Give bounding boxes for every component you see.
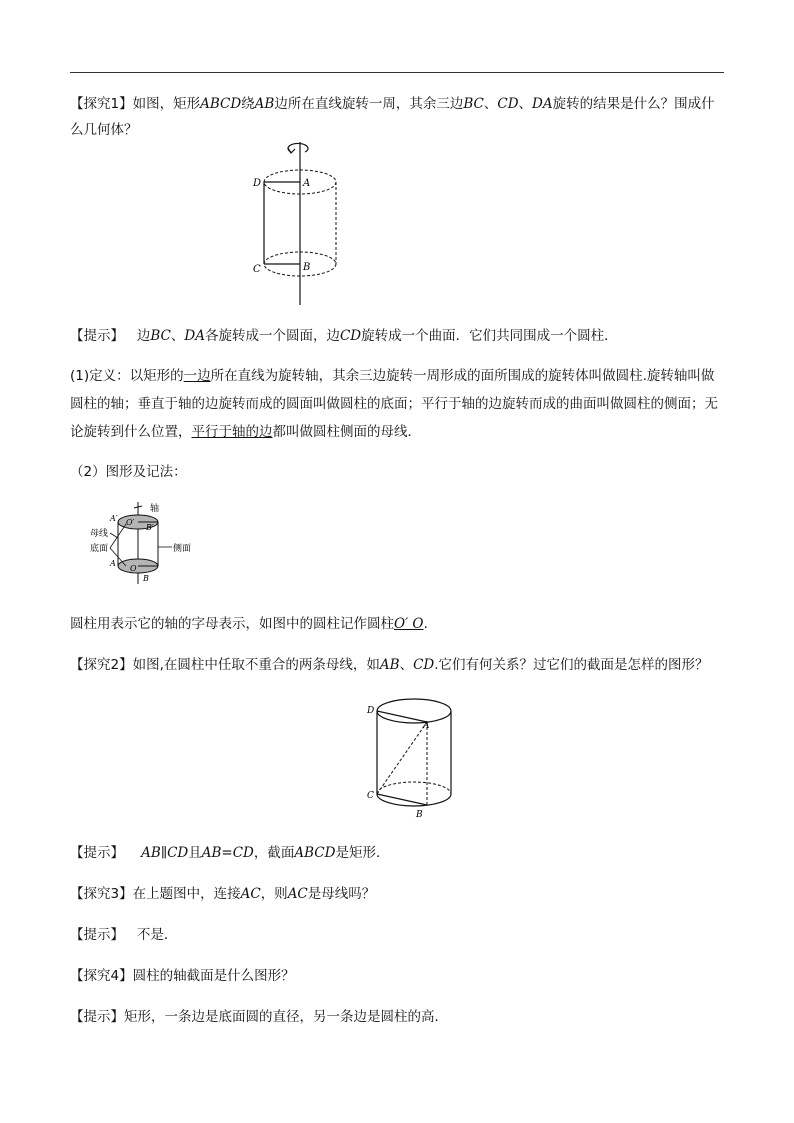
hint-3: 【提示】 不是． <box>70 927 178 943</box>
label-C: C <box>253 264 261 275</box>
label-A: A <box>303 178 311 189</box>
label-A: A <box>423 721 430 731</box>
label-C: C <box>367 791 374 801</box>
explore-4: 【探究4】圆柱的轴截面是什么图形？ <box>70 968 295 984</box>
figure-cylinder-rotation <box>245 138 355 308</box>
explore-1: 【探究1】如图，矩形ABCD绕AB边所在直线旋转一周，其余三边BC、CD、DA旋转的结果是什么？围成什么几何体？ <box>70 96 715 138</box>
label-A-top: A′ <box>110 514 118 523</box>
label-B: B <box>416 810 423 820</box>
definition: (1)定义：以矩形的一边所在直线为旋转轴，其余三边旋转一周形成的面所围成的旋转体叫做圆柱.旋转轴叫做圆柱的轴；垂直于轴的边旋转而成的圆面叫做圆柱的底面；平行于轴的边旋转而成的曲面叫做圆柱的侧面；无论旋转到什么位置，平行于轴的边都叫做圆柱侧面的母线． <box>70 368 718 440</box>
label-B-bottom: B <box>143 574 149 583</box>
figure-notation-heading: （2）图形及记法： <box>70 464 187 480</box>
figure-cylinder-section <box>365 695 475 823</box>
rotation-arrow-icon <box>288 143 308 152</box>
label-base: 底面 <box>90 544 109 554</box>
label-axis: 轴 <box>150 504 160 514</box>
label-D: D <box>367 706 375 716</box>
label-lateral: 侧面 <box>173 544 192 554</box>
figure-cylinder-parts <box>80 500 210 588</box>
label-B: B <box>303 262 311 273</box>
hint-4: 【提示】矩形，一条边是底面圆的直径，另一条边是圆柱的高． <box>70 1009 448 1025</box>
label-generatrix: 母线 <box>90 529 109 539</box>
header-rule <box>70 72 724 73</box>
explore-2: 【探究2】如图,在圆柱中任取不重合的两条母线，如AB、CD.它们有何关系？过它们的截面是怎样的图形？ <box>70 657 709 673</box>
label-D: D <box>253 178 262 189</box>
explore-1-tag: 【探究1】 <box>70 96 133 112</box>
hint-2: 【提示】 AB∥CD且AB=CD，截面ABCD是矩形． <box>70 845 390 861</box>
label-O-bottom: O <box>130 564 137 573</box>
hint-1: 【提示】 边BC、DA各旋转成一个圆面，边CD旋转成一个曲面．它们共同围成一个圆柱． <box>70 328 618 344</box>
label-A-bottom: A <box>110 559 116 568</box>
label-O-top: O′ <box>126 518 135 527</box>
notation-text: 圆柱用表示它的轴的字母表示，如图中的圆柱记作圆柱O′ O. <box>70 616 428 632</box>
explore-3: 【探究3】在上题图中，连接AC，则AC是母线吗？ <box>70 886 376 902</box>
label-B-top: B′ <box>146 523 154 532</box>
